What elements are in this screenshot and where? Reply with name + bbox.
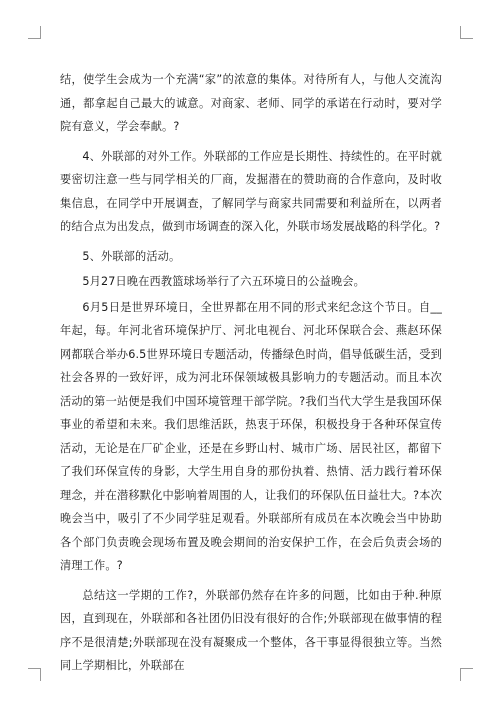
paragraph-environment-day: 6月5日是世界环境日，全世界都在用不同的形式来纪念这个节日。自__年起，每。年河北省环境保护厅、河北电视台、河北环保联合会、燕赵环保网都联合举办6.5世界环境日专题活动，传播绿色时尚，倡导低碳生活，受到社会各界的一致好评，成为河北环保领域极具影响力的专题活动。而且本次活动的第一站便是我们中国环境管理干部学院。?我们当代大学生是我国环保事业的希望和未来。我们思维活跃，热衷于环保，积极投身于各种环保宣传活动，无论是在厂矿企业，还是在乡野山村、城市广场、居民社区，都留下了我们环保宣传的身影，大学生用自身的那份执着、热情、活力践行着环保理念，并在潜移默化中影响着周围的人，让我们的环保队伍日益壮大。?本次晚会当中，吸引了不少同学驻足观看。外联部所有成员在本次晚会当中协助各个部门负责晚会现场布置及晚会期间的治安保护工作，在会后负责会场的清理工作。? [60, 300, 442, 572]
paragraph-1: 结，使学生会成为一个充满“家”的浓意的集体。对待所有人，与他人交流沟通，都拿起自己最大的诚意。对商家、老师、同学的承诺在行动时，要对学院有意义，学会奉献。? [60, 73, 442, 133]
crop-mark-top-left [28, 26, 41, 39]
crop-mark-bottom-right [460, 668, 473, 681]
paragraph-activities-heading: 5、外联部的活动。 [82, 249, 181, 263]
document-body [60, 68, 442, 684]
crop-mark-bottom-left [28, 668, 41, 681]
paragraph-event-date: 5月27日晚在西教篮球场举行了六五环境日的公益晚会。 [82, 275, 365, 288]
paragraph-summary: 总结这一学期的工作?，外联部仍然存在许多的问题，比如由于种.种原因，直到现在，外联部和各社团仍旧没有很好的合作;外联部现在做事情的程序不是很清楚;外联部现在没有凝聚成一个整体，各干事显得很独立等。当然同上学期相比，外联部在 [60, 588, 442, 672]
crop-mark-top-right [460, 26, 473, 39]
paragraph-external-work: 4、外联部的对外工作。外联部的工作应是长期性、持续性的。在平时就要密切注意一些与同学相关的厂商，发掘潜在的赞助商的合作意向，及时收集信息，在同学中开展调查，了解同学与商家共同需要和利益所在，以两者的结合点为出发点，做到市场调查的深入化，外联市场发展战略的科学化。? [60, 149, 442, 233]
